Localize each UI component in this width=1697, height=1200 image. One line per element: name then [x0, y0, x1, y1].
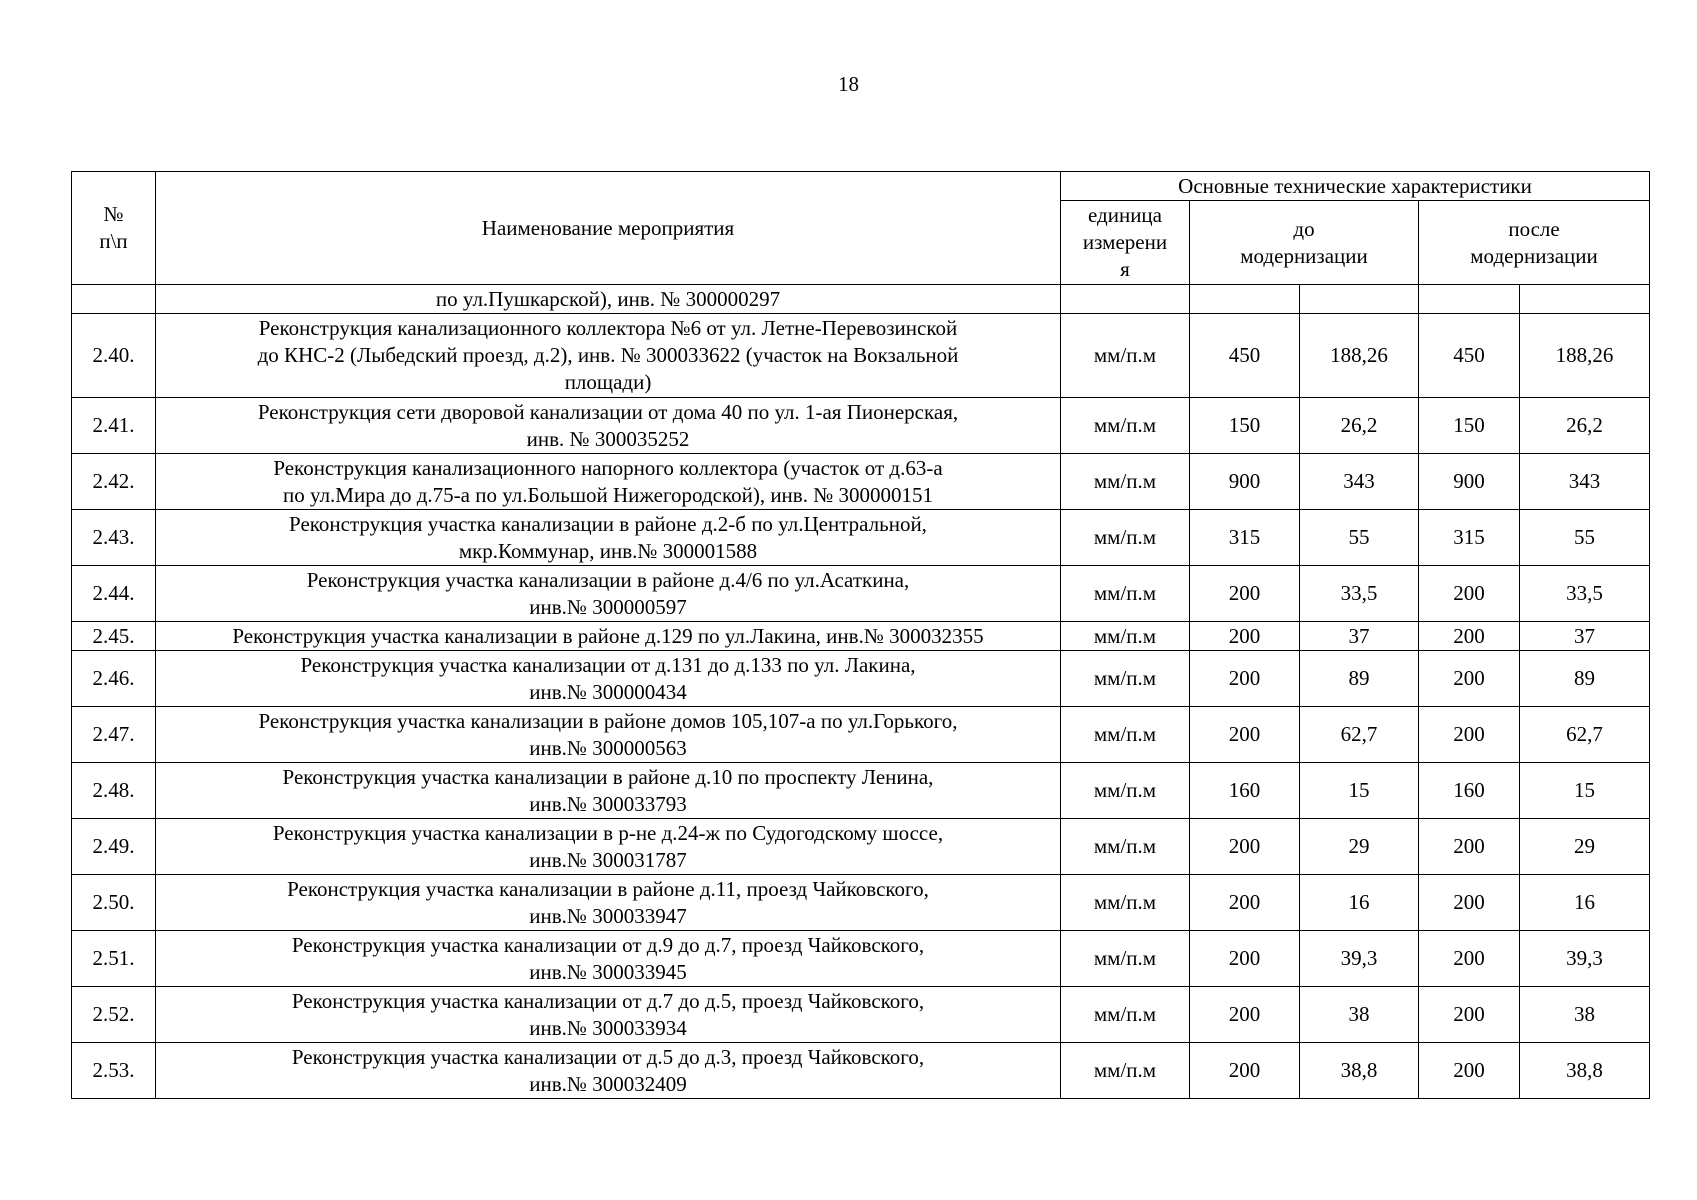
cell-before-length: 38,8	[1300, 1043, 1419, 1099]
name-line: Реконструкция участка канализации в р-не д.24-ж по Судогодскому шоссе,	[272, 820, 944, 845]
cell-after-length: 89	[1520, 651, 1650, 707]
cell-before-length: 26,2	[1300, 398, 1419, 454]
name-line: по ул.Мира до д.75-а по ул.Большой Нижегородской), инв. № 300000151	[283, 482, 933, 507]
cell-unit: мм/п.м	[1061, 454, 1190, 510]
table-row	[72, 987, 1650, 1043]
header-number-line-2: п\п	[99, 229, 128, 253]
cell-after-diameter: 200	[1419, 707, 1520, 763]
cell-after-length: 188,26	[1520, 314, 1650, 398]
cell-unit: мм/п.м	[1061, 819, 1190, 875]
cell-number: 2.46.	[72, 651, 156, 707]
cell-before-length: 37	[1300, 622, 1419, 651]
cell-number: 2.43.	[72, 510, 156, 566]
cell-name	[156, 931, 1061, 987]
cell-number: 2.48.	[72, 763, 156, 819]
cell-after-length: 62,7	[1520, 707, 1650, 763]
cell-before-diameter: 200	[1190, 931, 1300, 987]
table-row	[72, 819, 1650, 875]
cell-before-diameter: 200	[1190, 707, 1300, 763]
cell-unit: мм/п.м	[1061, 622, 1190, 651]
cell-number: 2.52.	[72, 987, 156, 1043]
cell-name	[156, 566, 1061, 622]
cell-name	[156, 763, 1061, 819]
header-unit-line-2: измерени	[1082, 230, 1168, 254]
cell-before-diameter: 200	[1190, 875, 1300, 931]
header-unit-line-1: единица	[1087, 203, 1162, 227]
header-before-line-1: до	[1293, 216, 1315, 241]
cell-number: 2.41.	[72, 398, 156, 454]
table-row	[72, 931, 1650, 987]
cell-after-length: 343	[1520, 454, 1650, 510]
cell-before-diameter: 200	[1190, 566, 1300, 622]
cell-before-length: 29	[1300, 819, 1419, 875]
header-unit	[1061, 201, 1190, 285]
table-row	[72, 875, 1650, 931]
table-row	[72, 398, 1650, 454]
cell-after-diameter: 200	[1419, 651, 1520, 707]
cell-number: 2.42.	[72, 454, 156, 510]
table-body	[72, 285, 1650, 1099]
name-line: Реконструкция канализационного коллектора №6 от ул. Летне-Перевозинской	[258, 316, 958, 340]
cell-after-diameter: 900	[1419, 454, 1520, 510]
cell-unit: мм/п.м	[1061, 651, 1190, 707]
cell-before-diameter: 200	[1190, 987, 1300, 1043]
name-line: площади)	[564, 370, 652, 394]
cell-name	[156, 651, 1061, 707]
table-row	[72, 622, 1650, 651]
cell-before-diameter: 200	[1190, 651, 1300, 707]
name-line: Реконструкция участка канализации в районе д.4/6 по ул.Асаткина,	[306, 567, 910, 592]
cell-unit	[1061, 285, 1190, 314]
cell-after-length: 26,2	[1520, 398, 1650, 454]
cell-before-diameter: 315	[1190, 510, 1300, 566]
name-line: Реконструкция участка канализации в районе д.11, проезд Чайковского,	[287, 876, 929, 901]
cell-before-diameter: 450	[1190, 314, 1300, 398]
name-line: Реконструкция участка канализации от д.7 до д.5, проезд Чайковского,	[291, 988, 925, 1013]
cell-unit: мм/п.м	[1061, 931, 1190, 987]
cell-unit: мм/п.м	[1061, 1043, 1190, 1099]
header-after	[1419, 201, 1650, 285]
cell-before-length	[1300, 285, 1419, 314]
name-line: инв.№ 300033793	[529, 791, 687, 816]
cell-after-length	[1520, 285, 1650, 314]
table-row	[72, 763, 1650, 819]
cell-before-diameter: 160	[1190, 763, 1300, 819]
cell-after-length: 29	[1520, 819, 1650, 875]
measures-table	[71, 171, 1650, 1099]
cell-before-diameter: 200	[1190, 819, 1300, 875]
page-number: 18	[838, 72, 859, 96]
cell-unit: мм/п.м	[1061, 566, 1190, 622]
cell-after-length: 38	[1520, 987, 1650, 1043]
name-line: Реконструкция участка канализации в районе д.129 по ул.Лакина, инв.№ 300032355	[232, 623, 984, 648]
name-line: Реконструкция участка канализации от д.9 до д.7, проезд Чайковского,	[291, 932, 925, 957]
cell-name	[156, 454, 1061, 510]
cell-after-length: 38,8	[1520, 1043, 1650, 1099]
cell-name	[156, 819, 1061, 875]
name-line: Реконструкция участка канализации от д.131 до д.133 по ул. Лакина,	[300, 652, 916, 677]
cell-name	[156, 314, 1061, 398]
continuation-row	[72, 285, 1650, 314]
cell-number	[72, 285, 156, 314]
name-line: инв.№ 300000563	[529, 735, 687, 760]
cell-number: 2.49.	[72, 819, 156, 875]
name-line: до КНС-2 (Лыбедский проезд, д.2), инв. № 300033622 (участок на Вокзальной	[257, 343, 959, 367]
cell-before-length: 55	[1300, 510, 1419, 566]
cell-after-diameter: 450	[1419, 314, 1520, 398]
cell-after-diameter: 200	[1419, 1043, 1520, 1099]
cell-number: 2.51.	[72, 931, 156, 987]
table-row	[72, 651, 1650, 707]
header-before-line-2: модернизации	[1240, 243, 1368, 268]
name-line: инв.№ 300033934	[529, 1015, 687, 1040]
cell-before-diameter: 200	[1190, 1043, 1300, 1099]
cell-after-length: 15	[1520, 763, 1650, 819]
header-unit-line-3: я	[1120, 257, 1130, 281]
cell-after-diameter: 160	[1419, 763, 1520, 819]
cell-name	[156, 622, 1061, 651]
name-line: Реконструкция сети дворовой канализации от дома 40 по ул. 1-ая Пионерская,	[257, 399, 959, 424]
name-line: инв.№ 300033945	[529, 959, 687, 984]
name-line: инв.№ 300031787	[529, 847, 687, 872]
name-line: инв.№ 300032409	[529, 1071, 687, 1096]
cell-after-length: 33,5	[1520, 566, 1650, 622]
name-line: Реконструкция участка канализации в районе д.10 по проспекту Ленина,	[282, 764, 934, 789]
table-row	[72, 314, 1650, 398]
cell-unit: мм/п.м	[1061, 987, 1190, 1043]
table-row	[72, 454, 1650, 510]
cell-number: 2.50.	[72, 875, 156, 931]
cell-after-diameter: 200	[1419, 875, 1520, 931]
name-line: инв.№ 300000434	[529, 679, 687, 704]
cell-after-length: 16	[1520, 875, 1650, 931]
cell-after-diameter: 200	[1419, 987, 1520, 1043]
cell-unit: мм/п.м	[1061, 763, 1190, 819]
cell-after-diameter: 200	[1419, 566, 1520, 622]
table-row	[72, 1043, 1650, 1099]
cell-unit: мм/п.м	[1061, 314, 1190, 398]
cell-before-length: 16	[1300, 875, 1419, 931]
cell-unit: мм/п.м	[1061, 398, 1190, 454]
cell-after-diameter: 200	[1419, 931, 1520, 987]
cell-before-diameter: 900	[1190, 454, 1300, 510]
cell-after-diameter	[1419, 285, 1520, 314]
cell-after-length: 37	[1520, 622, 1650, 651]
name-line: инв.№ 300000597	[529, 594, 687, 619]
header-name: Наименование мероприятия	[156, 172, 1061, 285]
header-specs: Основные технические характеристики	[1061, 172, 1650, 201]
name-line: инв.№ 300033947	[529, 903, 687, 928]
header-before	[1190, 201, 1419, 285]
cell-name	[156, 1043, 1061, 1099]
cell-before-length: 39,3	[1300, 931, 1419, 987]
cell-before-diameter: 150	[1190, 398, 1300, 454]
cell-before-diameter: 200	[1190, 622, 1300, 651]
cell-before-length: 89	[1300, 651, 1419, 707]
name-line: Реконструкция канализационного напорного коллектора (участок от д.63-а	[273, 455, 943, 480]
name-line: инв. № 300035252	[526, 426, 690, 451]
name-line: Реконструкция участка канализации в районе домов 105,107-а по ул.Горького,	[258, 708, 958, 733]
cell-unit: мм/п.м	[1061, 875, 1190, 931]
cell-number: 2.45.	[72, 622, 156, 651]
cell-number: 2.47.	[72, 707, 156, 763]
cell-name	[156, 510, 1061, 566]
cell-before-length: 188,26	[1300, 314, 1419, 398]
table-row	[72, 707, 1650, 763]
cell-name	[156, 707, 1061, 763]
cell-after-length: 39,3	[1520, 931, 1650, 987]
name-line: мкр.Коммунар, инв.№ 300001588	[458, 538, 758, 563]
cell-before-length: 15	[1300, 763, 1419, 819]
cell-unit: мм/п.м	[1061, 707, 1190, 763]
cell-number: 2.40.	[72, 314, 156, 398]
cell-name	[156, 987, 1061, 1043]
header-number-line-1: №	[103, 202, 124, 226]
cell-before-length: 33,5	[1300, 566, 1419, 622]
cell-number: 2.53.	[72, 1043, 156, 1099]
header-after-line-1: после	[1508, 216, 1560, 241]
table-row	[72, 510, 1650, 566]
cell-after-diameter: 200	[1419, 622, 1520, 651]
header-number	[72, 172, 156, 285]
cell-after-diameter: 150	[1419, 398, 1520, 454]
cell-before-diameter	[1190, 285, 1300, 314]
header-after-line-2: модернизации	[1470, 243, 1598, 268]
cell-number: 2.44.	[72, 566, 156, 622]
cell-before-length: 343	[1300, 454, 1419, 510]
cell-name	[156, 398, 1061, 454]
cell-after-diameter: 200	[1419, 819, 1520, 875]
cell-before-length: 38	[1300, 987, 1419, 1043]
name-line: Реконструкция участка канализации от д.5 до д.3, проезд Чайковского,	[291, 1044, 925, 1069]
cell-name	[156, 875, 1061, 931]
cell-after-length: 55	[1520, 510, 1650, 566]
cell-after-diameter: 315	[1419, 510, 1520, 566]
cell-before-length: 62,7	[1300, 707, 1419, 763]
cell-name: по ул.Пушкарской), инв. № 300000297	[156, 285, 1061, 314]
cell-unit: мм/п.м	[1061, 510, 1190, 566]
table-row	[72, 566, 1650, 622]
name-line: Реконструкция участка канализации в районе д.2-б по ул.Центральной,	[289, 511, 927, 536]
